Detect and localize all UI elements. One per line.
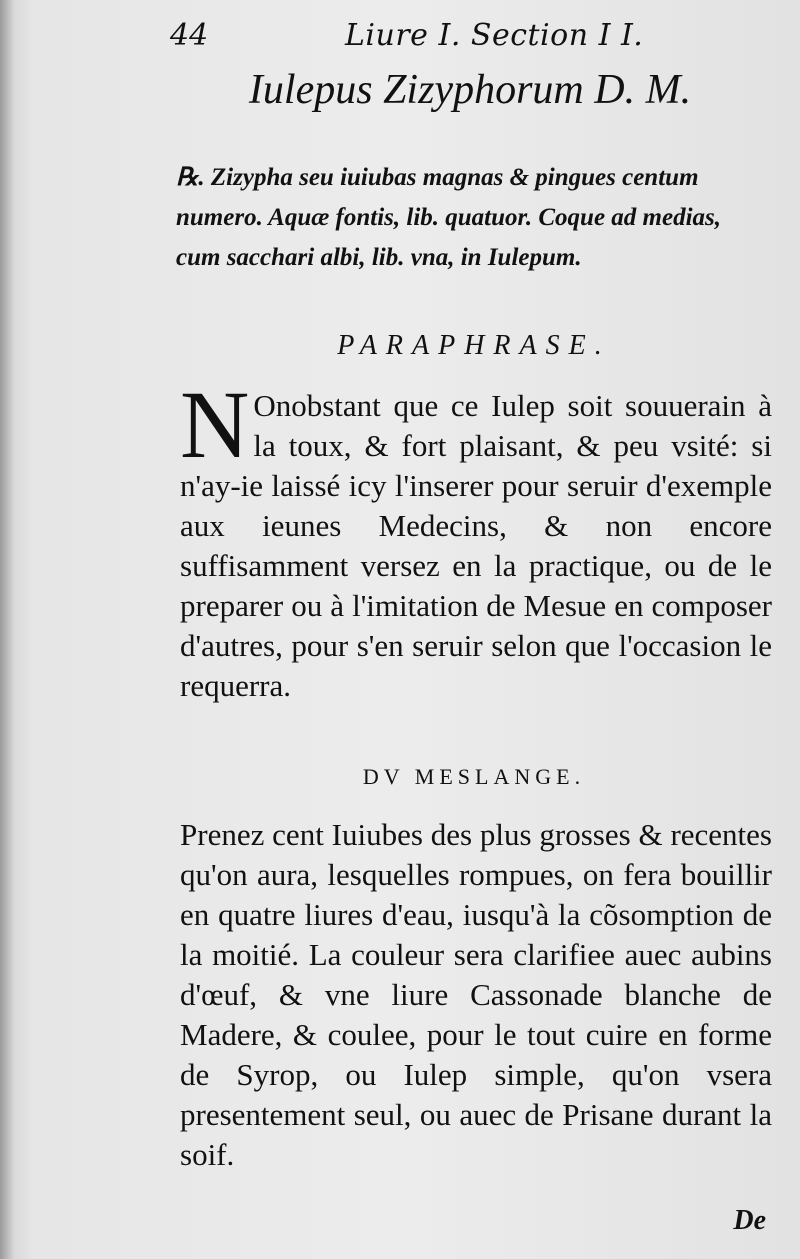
page-number: 44: [170, 18, 209, 53]
paraphrase-text: Onobstant que ce Iulep soit souuerain à la toux, & fort plaisant, & peu vsité: si n'ay-ie laissé icy l'inserer pour seruir d'exemple aux ieunes Medecins, & non encore suffisamment versez en la practique, ou de le preparer ou à l'imitation de Mesue en composer d'autres, pour s'en seruir selon que l'occasion le requerra.: [180, 388, 772, 703]
meslange-paragraph: Prenez cent Iuiubes des plus grosses & recentes qu'on aura, lesquelles rompues, on fera bouillir en quatre liures d'eau, iusqu'à la cõsomption de la moitié. La couleur sera clarifiee auec aubins d'œuf, & vne liure Cassonade blanche de Madere, & coulee, pour le tout cuire en forme de Syrop, ou Iulep simple, qu'on vsera presentement seul, ou auec de Prisane durant la soif.: [180, 817, 772, 1172]
paraphrase-paragraph: [180, 371, 772, 706]
recipe-title: Iulepus Zizyphorum D. M.: [248, 67, 692, 113]
catchword: De: [733, 1205, 766, 1236]
paraphrase-heading: PARAPHRASE.: [337, 330, 611, 361]
page-gutter-shadow: [0, 0, 14, 1259]
page-header: [170, 18, 760, 58]
meslange-heading: DV MESLANGE.: [362, 764, 586, 789]
drop-capital: N: [180, 371, 250, 478]
recipe-latin-text: ℞. Zizypha seu iuiubas magnas & pingues centum numero. Aquæ fontis, lib. quatuor. Coque ad medias, cum sacchari albi, lib. vna, in Iulepum.: [176, 164, 722, 271]
running-head: Liure I. Section I I.: [345, 18, 644, 53]
